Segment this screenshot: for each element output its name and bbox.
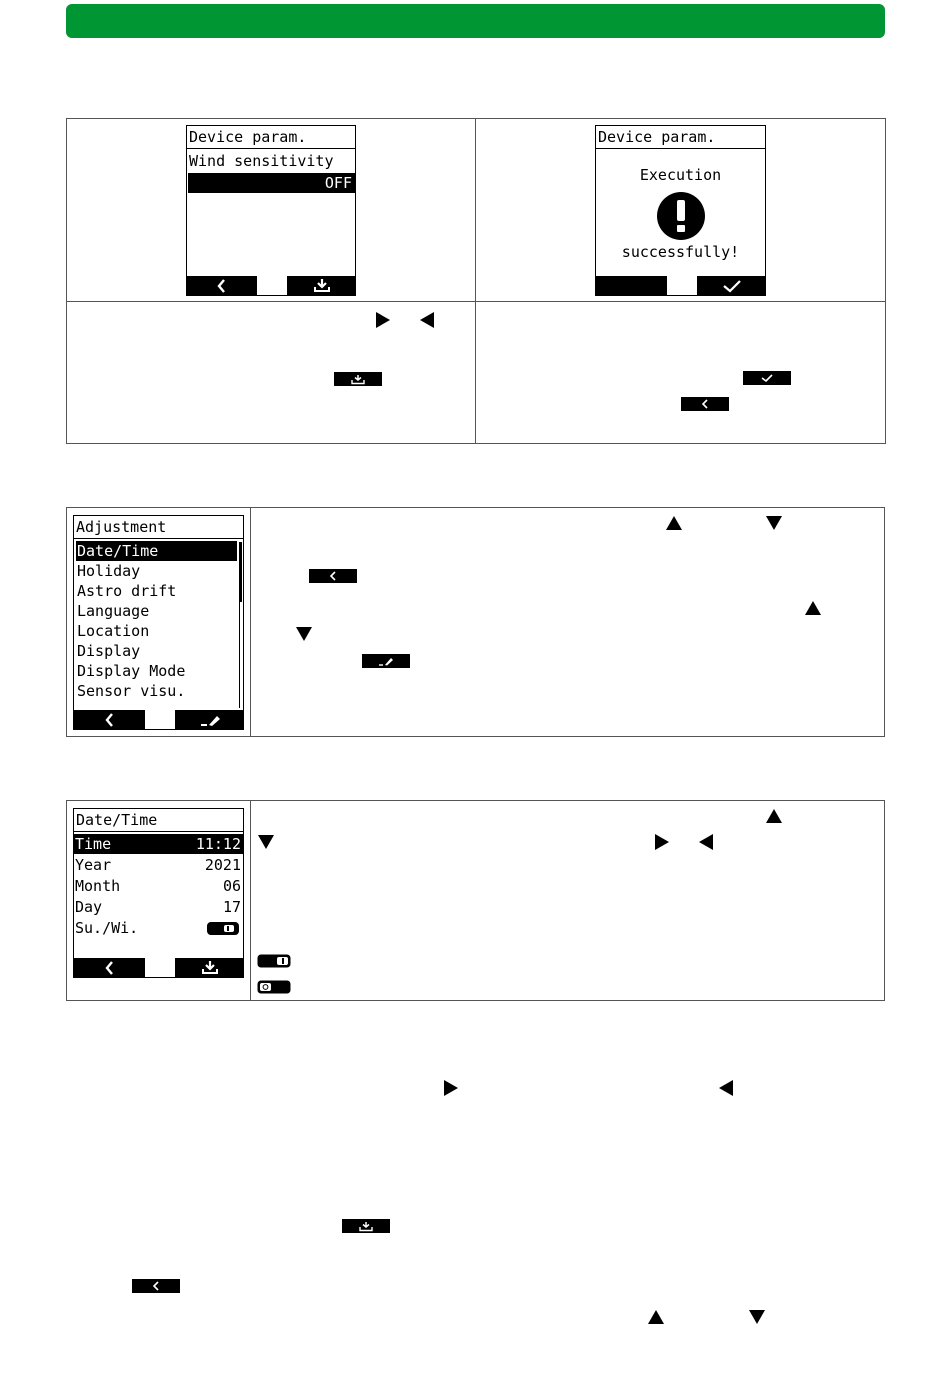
checkmark-icon xyxy=(760,373,774,383)
save-download-icon xyxy=(359,1221,373,1232)
row-value: 06 xyxy=(222,877,241,895)
back-softkey[interactable] xyxy=(74,958,145,977)
edit-button-icon xyxy=(362,654,410,668)
back-button-icon xyxy=(132,1279,180,1293)
triangle-right-icon xyxy=(443,1079,459,1097)
pencil-icon xyxy=(199,713,221,727)
triangle-left-icon xyxy=(419,311,435,329)
row-label: Day xyxy=(75,898,103,916)
menu-item-language[interactable]: Language xyxy=(77,602,150,620)
menu-item-date-time[interactable] xyxy=(76,541,237,561)
ok-button-icon xyxy=(743,371,791,385)
ok-softkey[interactable] xyxy=(697,276,766,295)
triangle-down-icon xyxy=(765,515,783,531)
save-button-icon xyxy=(334,372,382,386)
scrollbar-thumb[interactable] xyxy=(239,542,242,602)
menu-item-astro-drift[interactable]: Astro drift xyxy=(77,582,177,600)
menu-item-display-mode[interactable]: Display Mode xyxy=(77,662,186,680)
successfully-text: successfully! xyxy=(621,243,740,261)
save-softkey[interactable] xyxy=(175,958,244,977)
chevron-left-icon xyxy=(105,961,115,975)
back-button-icon xyxy=(681,397,729,411)
row-summer-winter[interactable] xyxy=(74,919,243,939)
toggle-off-icon xyxy=(257,980,291,994)
triangle-left-icon xyxy=(718,1079,734,1097)
edit-softkey[interactable] xyxy=(175,710,244,729)
chevron-left-icon xyxy=(217,279,227,293)
blank-softkey xyxy=(596,276,667,295)
save-download-icon xyxy=(313,278,331,293)
section3-divider-v xyxy=(250,800,251,1001)
section2-divider-v xyxy=(250,507,251,737)
row-value: 17 xyxy=(222,898,241,916)
toggle-knob xyxy=(224,925,234,932)
row-label: Time xyxy=(75,835,112,853)
triangle-down-icon xyxy=(295,626,313,642)
lcd-wind-sensitivity xyxy=(186,125,356,296)
back-softkey[interactable] xyxy=(187,276,257,295)
exclamation-icon xyxy=(656,191,706,241)
toggle-knob-mark xyxy=(227,926,229,931)
menu-item-display[interactable]: Display xyxy=(77,642,141,660)
summer-winter-toggle[interactable] xyxy=(207,922,239,935)
triangle-up-icon xyxy=(804,600,822,616)
pencil-icon xyxy=(378,656,394,666)
section1-divider-h xyxy=(66,301,886,302)
value-text: OFF xyxy=(324,174,352,192)
chevron-left-icon xyxy=(701,399,709,409)
back-button-icon xyxy=(309,569,357,583)
triangle-up-icon xyxy=(665,515,683,531)
triangle-right-icon xyxy=(375,311,391,329)
header-bar xyxy=(66,4,885,38)
row-month[interactable] xyxy=(74,877,243,897)
lcd-adjustment-menu xyxy=(73,515,244,730)
checkmark-icon xyxy=(722,279,742,293)
save-softkey[interactable] xyxy=(287,276,356,295)
save-button-icon xyxy=(342,1219,390,1233)
lcd-row-label: Wind sensitivity xyxy=(189,152,334,170)
row-value: 11:12 xyxy=(195,835,241,853)
row-value: 2021 xyxy=(204,856,241,874)
row-label: Year xyxy=(75,856,112,874)
row-time[interactable] xyxy=(74,834,243,854)
menu-item-sensor-visu[interactable]: Sensor visu. xyxy=(77,682,186,700)
section1-divider-v xyxy=(475,118,476,444)
lcd-title: Date/Time xyxy=(74,809,243,832)
back-softkey[interactable] xyxy=(74,710,145,729)
triangle-right-icon xyxy=(654,833,670,851)
row-label: Month xyxy=(75,877,121,895)
row-year[interactable] xyxy=(74,856,243,876)
lcd-title: Device param. xyxy=(187,126,355,149)
triangle-up-icon xyxy=(765,808,783,824)
lcd-selected-value[interactable] xyxy=(188,173,355,193)
lcd-title: Device param. xyxy=(596,126,765,149)
row-day[interactable] xyxy=(74,898,243,918)
chevron-left-icon xyxy=(329,571,337,581)
chevron-left-icon xyxy=(152,1281,160,1291)
menu-item-holiday[interactable]: Holiday xyxy=(77,562,141,580)
lcd-execution-success xyxy=(595,125,766,296)
menu-item-location[interactable]: Location xyxy=(77,622,150,640)
row-label: Su./Wi. xyxy=(75,919,139,937)
execution-text: Execution xyxy=(639,166,722,184)
chevron-left-icon xyxy=(105,713,115,727)
lcd-title: Adjustment xyxy=(74,516,243,539)
menu-item-label: Date/Time xyxy=(77,542,159,560)
save-download-icon xyxy=(201,960,219,975)
toggle-on-icon xyxy=(257,954,291,968)
triangle-down-icon xyxy=(748,1309,766,1325)
lcd-date-time xyxy=(73,808,244,978)
triangle-down-icon xyxy=(257,834,275,850)
triangle-left-icon xyxy=(698,833,714,851)
triangle-up-icon xyxy=(647,1309,665,1325)
save-download-icon xyxy=(351,374,365,385)
